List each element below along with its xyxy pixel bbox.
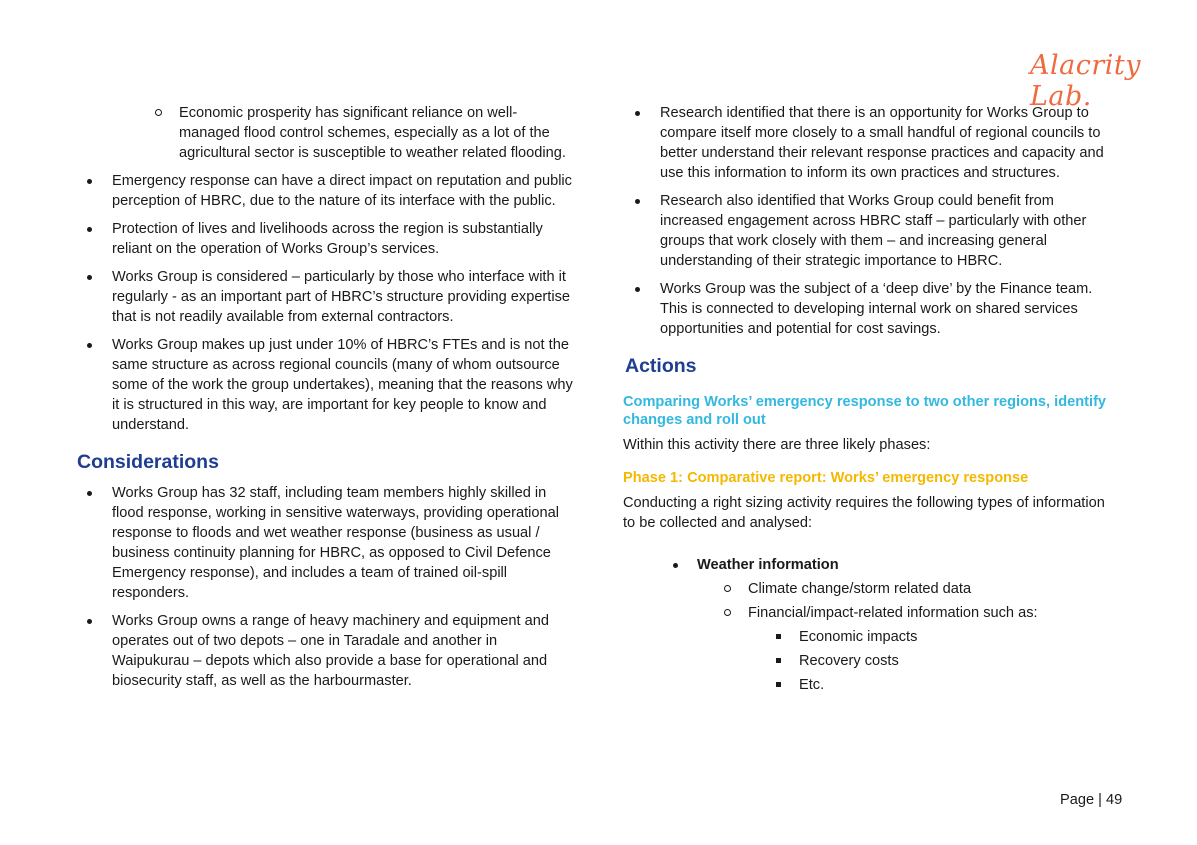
weather-items: [697, 579, 1118, 623]
list-item: Recovery costs: [799, 651, 1118, 671]
list-item: Works Group makes up just under 10% of HBRC’s FTEs and is not the same structure as across regional councils (many of whom outsource some of the work the group undertakes), meaning that the reasons why it is structured in this way, are important for key people to know and understand.: [75, 335, 575, 435]
page-number: Page | 49: [1060, 792, 1123, 808]
considerations-heading: Considerations: [77, 451, 219, 473]
list-item: Economic prosperity has significant reliance on well-managed flood control schemes, especially as a lot of the agricultural sector is susceptible to weather related flooding.: [179, 103, 575, 163]
list-item: Works Group owns a range of heavy machinery and equipment and operates out of two depots – one in Taradale and another in Waipukurau – depots which also provide a base for operational and biosecurity staff, as well as the harbourmaster.: [75, 611, 575, 691]
actions-heading: Actions: [625, 355, 697, 377]
phase1-text: Conducting a right sizing activity requires the following types of information to be collected and analysed:: [623, 495, 1105, 531]
left-column: [75, 103, 575, 699]
right-column: [623, 103, 1118, 699]
weather-block: [623, 555, 1118, 695]
list-item: Emergency response can have a direct impact on reputation and public perception of HBRC, due to the nature of its interface with the public.: [75, 171, 575, 211]
weather-subitems: [748, 627, 1118, 695]
considerations-list: [75, 483, 575, 691]
phases-intro: Within this activity there are three likely phases:: [623, 437, 931, 453]
phase1-heading: Phase 1: Comparative report: Works’ emergency response: [623, 470, 1029, 486]
list-item: Works Group is considered – particularly by those who interface with it regularly - as an important part of HBRC’s structure providing expertise that is not readily available from external contractors.: [75, 267, 575, 327]
left-bullet-list: [75, 171, 575, 435]
list-item: Works Group was the subject of a ‘deep dive’ by the Finance team. This is connected to developing internal work on shared services opportunities and potential for cost savings.: [623, 279, 1118, 339]
list-item: Protection of lives and livelihoods across the region is substantially reliant on the operation of Works Group’s services.: [75, 219, 575, 259]
list-item: Research identified that there is an opportunity for Works Group to compare itself more closely to a small handful of regional councils to better understand their relevant response practices and capacity and use this information to inform its own practices and structures.: [623, 103, 1118, 183]
list-item: Works Group has 32 staff, including team members highly skilled in flood response, working in sensitive waterways, providing operational response to floods and wet weather response (business as usual / business continuity planning for HBRC, as opposed to Civil Defence Emergency response), and includes a team of trained oil-spill responders.: [75, 483, 575, 603]
weather-title: Weather information: [697, 555, 1118, 575]
right-bullet-list: [623, 103, 1118, 339]
list-item: Financial/impact-related information such as:: [748, 603, 1118, 623]
list-item: Climate change/storm related data: [748, 579, 1118, 599]
left-sub-list: [75, 103, 575, 163]
list-item: Etc.: [799, 675, 1118, 695]
alacrity-lab-logo: Alacrity Lab.: [1030, 50, 1141, 112]
list-item: Economic impacts: [799, 627, 1118, 647]
list-item: Research also identified that Works Group could benefit from increased engagement across HBRC staff – particularly with other groups that work closely with them – and increasing general understanding of their strategic importance to HBRC.: [623, 191, 1118, 271]
comparing-subheading: Comparing Works’ emergency response to two other regions, identify changes and roll out: [623, 394, 1107, 428]
